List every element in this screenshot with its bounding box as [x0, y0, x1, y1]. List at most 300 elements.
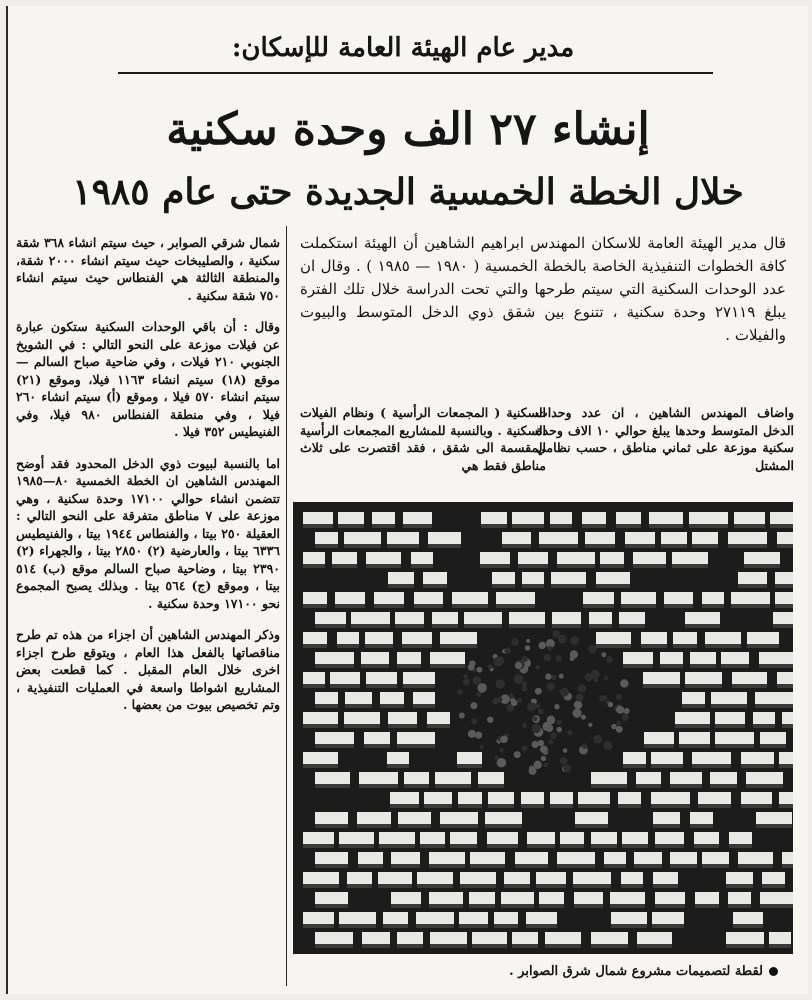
building-block [637, 932, 672, 944]
tree-mark [570, 636, 579, 645]
building-block [611, 912, 647, 924]
building-block [397, 652, 421, 664]
building-block [315, 732, 354, 744]
building-block [573, 872, 611, 884]
building-block [315, 612, 346, 624]
body-column-middle: السكنية ( المجمعات الرأسية ) ونظام الفيلات السكنية . وبالنسبة للمشاريع المجمعات الرأسية المقسمة الى شقق ، فقد اقتصرت على ثلاث مناطق فقط هي [300, 405, 546, 473]
tree-mark [581, 715, 586, 720]
tree-mark [625, 708, 629, 712]
building-block [653, 812, 680, 824]
tree-mark [521, 746, 527, 752]
building-block [596, 632, 631, 644]
tree-mark [535, 688, 542, 695]
tree-mark [538, 740, 544, 746]
building-block [518, 552, 548, 564]
tree-mark [563, 764, 571, 772]
building-block [552, 612, 581, 624]
tree-mark [517, 698, 522, 703]
building-block [536, 872, 566, 884]
column-divider [286, 226, 287, 986]
building-block [734, 512, 765, 524]
tree-mark [515, 662, 522, 669]
building-block [391, 852, 420, 864]
building-block [702, 852, 729, 864]
building-block [610, 892, 645, 904]
building-block [470, 852, 505, 864]
building-block [388, 572, 414, 584]
tree-mark [475, 732, 482, 739]
building-block [478, 772, 504, 784]
building-block [414, 592, 443, 604]
building-block [733, 912, 763, 924]
building-block [560, 832, 584, 844]
building-block [303, 832, 334, 844]
building-block [623, 652, 653, 664]
tree-mark [463, 679, 470, 686]
building-block [469, 892, 495, 904]
building-block [775, 592, 793, 604]
building-block [728, 532, 767, 544]
building-block [315, 772, 350, 784]
building-block [695, 892, 719, 904]
building-block [672, 552, 708, 564]
tree-mark [495, 679, 504, 688]
tree-mark [511, 638, 519, 646]
kicker: مدير عام الهيئة العامة للإسكان: [231, 33, 575, 63]
tree-mark [532, 741, 539, 748]
tree-mark [550, 732, 557, 739]
building-block [481, 512, 507, 524]
subheadline: خلال الخطة الخمسية الجديدة حتى عام ١٩٨٥ [72, 171, 744, 213]
tree-mark [500, 736, 507, 743]
building-block [512, 932, 538, 944]
tree-mark [539, 642, 546, 649]
building-block [395, 612, 424, 624]
building-block [738, 852, 773, 864]
building-block [747, 632, 779, 644]
building-block [398, 812, 431, 824]
building-block [339, 832, 374, 844]
building-block [705, 632, 741, 644]
building-block [655, 832, 684, 844]
tree-mark [514, 751, 521, 758]
building-block [732, 672, 767, 684]
building-block [411, 552, 433, 564]
building-block [424, 792, 452, 804]
building-block [472, 932, 507, 944]
building-block [622, 832, 648, 844]
building-block [578, 792, 610, 804]
tree-mark [493, 657, 503, 667]
tree-mark [556, 727, 562, 733]
tree-mark [487, 716, 493, 722]
building-block [429, 892, 463, 904]
building-block [685, 612, 720, 624]
building-block [641, 632, 667, 644]
building-block [492, 572, 515, 584]
tree-mark [540, 745, 548, 753]
tree-mark [601, 652, 606, 657]
building-block [452, 592, 488, 604]
tree-mark [529, 767, 537, 775]
tree-mark [574, 701, 583, 710]
intro-paragraph: قال مدير الهيئة العامة للاسكان المهندس ابراهيم الشاهين أن الهيئة استكملت كافة الخطوات التنفيذية الخاصة بالخطة الخمسية ( ١٩٨٠ — ١٩٨٥ ) . وقال ان عدد الوحدات السكنية التي سيتم طرحها والتي تحت الدراسة خلال تلك الفترة يبلغ ٢٧١١٩ وحدة سكنية ، تتنوع بين شقق ذوي الدخل المتوسط والبيوت والفيلات . [300, 234, 787, 344]
tree-mark [533, 717, 537, 721]
tree-mark [521, 685, 527, 691]
building-block [643, 672, 680, 684]
building-block [574, 892, 603, 904]
building-block [625, 532, 655, 544]
building-block [351, 612, 390, 624]
body-column-right: واضاف المهندس الشاهين ، ان عدد وحدات الدخل المتوسط وحدها يبلغ حوالي ١٠ الاف وحدة سكنية موزعة على ثماني مناطق ، حسب نظامي المشتل [536, 405, 795, 473]
tree-mark [459, 712, 465, 718]
building-block [315, 932, 353, 944]
tree-mark [622, 714, 629, 721]
building-block [416, 912, 454, 924]
building-block [303, 632, 327, 644]
building-block [527, 832, 555, 844]
building-block [347, 872, 372, 884]
building-block [357, 812, 391, 824]
building-block [741, 792, 772, 804]
building-block [698, 792, 731, 804]
building-block [501, 892, 534, 904]
building-block [651, 752, 683, 764]
building-block [515, 852, 548, 864]
building-block [332, 552, 357, 564]
building-block [303, 592, 327, 604]
building-block [690, 652, 716, 664]
side-paragraph-1: شمال شرقي الصوابر ، حيث سيتم انشاء ٣٦٨ شقة سكنية ، والصليبخات حيث سيتم انشاء ٢٠٠٠ شقة، والمنطقة الثالثة هي الفنطاس حيث سيتم انشاء ٧٥٠ شقة سكنية . [16, 235, 280, 303]
building-block [591, 932, 628, 944]
building-block [460, 872, 496, 884]
building-block [383, 912, 408, 924]
building-block [779, 792, 793, 804]
building-block [391, 892, 421, 904]
tree-mark [560, 757, 568, 765]
tree-mark [497, 758, 507, 768]
building-block [589, 612, 612, 624]
building-block [420, 832, 445, 844]
building-block [692, 752, 731, 764]
building-block [457, 752, 482, 764]
building-block [366, 672, 397, 684]
newspaper-page [6, 6, 808, 994]
building-block [729, 832, 752, 844]
tree-mark [544, 654, 551, 661]
building-block [494, 912, 518, 924]
building-block [339, 912, 376, 924]
tree-mark [563, 748, 568, 753]
building-block [689, 512, 728, 524]
building-block [633, 552, 666, 564]
building-block [402, 632, 432, 644]
building-block [344, 712, 380, 724]
building-block [428, 532, 461, 544]
building-block [388, 712, 417, 724]
building-block [315, 652, 354, 664]
side-paragraph-4: وذكر المهندس الشاهين أن اجزاء من هذه تم طرح مناقصاتها بالفعل هذا العام ، ويتوقع طرح اجزاء اخرى خلال العام المقبل . كما قطعت بعض المشاريع اشواطا واسعة في العمليات التنفيذية ، وتم تخصيص بيوت من بعضها . [16, 627, 280, 712]
building-block [387, 752, 409, 764]
tree-mark [511, 699, 518, 706]
building-block [753, 712, 775, 724]
building-block [315, 812, 348, 824]
tree-mark [558, 635, 567, 644]
building-block [315, 852, 348, 864]
building-block [651, 792, 690, 804]
building-block [623, 752, 646, 764]
tree-mark [611, 724, 616, 729]
tree-mark [588, 645, 597, 654]
tree-mark [457, 689, 463, 695]
tree-mark [588, 723, 592, 727]
caption-text: لقطة لتصميمات مشروع شمال شرق الصوابر . [509, 964, 763, 979]
tree-mark [585, 673, 593, 681]
building-block [782, 852, 793, 864]
tree-mark [471, 718, 477, 724]
tree-mark [525, 645, 530, 650]
tree-mark [526, 639, 530, 643]
building-block [756, 812, 792, 824]
tree-mark [593, 735, 602, 744]
tree-mark [532, 703, 536, 707]
tree-mark [616, 694, 622, 700]
tree-mark [488, 664, 493, 669]
tree-mark [576, 694, 584, 702]
building-block [464, 612, 502, 624]
building-block [621, 592, 656, 604]
side-paragraph-2: وقال : أن باقي الوحدات السكنية ستكون عبارة عن فيلات موزعة على النحو التالي : في الشويخ الجنوبي ٢١٠ فيلات ، وفي ضاحية صباح السالم — موقع (١٨) سيتم انشاء ١١٦٣ فيلا، وموقع (٢١) سيتم انشاء ٥٧٠ فيلا ، وموقع (أ) سيتم انشاء ٢٦٠ فيلا ، وفي منطقة الفنطاس ٩٨٠ فيلا، وفي الفنيطيس ٣٥٢ فيلا . [16, 319, 280, 439]
aerial-model-image [293, 502, 793, 954]
tree-mark [468, 664, 475, 671]
building-block [440, 812, 478, 824]
building-block [575, 812, 608, 824]
building-block [675, 712, 710, 724]
bullet-icon [769, 967, 778, 976]
building-block [550, 792, 573, 804]
building-block [585, 532, 615, 544]
building-block [512, 512, 544, 524]
building-block [509, 612, 545, 624]
building-block [359, 772, 398, 784]
tree-mark [514, 674, 524, 684]
building-block [427, 712, 450, 724]
tree-mark [473, 676, 482, 685]
building-block [366, 552, 401, 564]
building-block [335, 592, 365, 604]
building-block [315, 892, 348, 904]
building-block [430, 652, 465, 664]
building-block [362, 932, 390, 944]
tree-mark [542, 722, 552, 732]
tree-mark [509, 694, 514, 699]
tree-mark [567, 730, 572, 735]
building-block [502, 532, 531, 544]
building-block [731, 592, 770, 604]
tree-mark [535, 665, 540, 670]
building-block [521, 792, 544, 804]
building-block [480, 552, 510, 564]
building-block [338, 512, 364, 524]
building-block [458, 792, 482, 804]
tree-mark [463, 674, 468, 679]
tree-mark [559, 674, 564, 679]
building-block [403, 672, 435, 684]
tree-mark [594, 678, 599, 683]
tree-mark [544, 762, 549, 767]
tree-mark [541, 756, 546, 761]
building-block [746, 772, 783, 784]
building-block [413, 692, 435, 704]
building-block [634, 852, 662, 864]
building-block [621, 872, 643, 884]
tree-mark [570, 650, 578, 658]
tree-mark [554, 631, 560, 637]
building-block [596, 572, 630, 584]
building-block [670, 772, 702, 784]
tree-mark [555, 655, 562, 662]
building-block [582, 512, 606, 524]
building-block [616, 512, 641, 524]
tree-mark [556, 720, 561, 725]
building-block [779, 752, 793, 764]
building-block [755, 692, 793, 704]
building-block [380, 692, 404, 704]
side-column [16, 234, 280, 994]
building-block [403, 512, 432, 524]
tree-mark [616, 726, 623, 733]
building-block [782, 712, 793, 724]
building-block [459, 912, 488, 924]
building-block [435, 772, 471, 784]
building-block [487, 832, 518, 844]
building-block [330, 672, 360, 684]
building-block [655, 892, 685, 904]
building-block [379, 832, 415, 844]
building-block [337, 632, 359, 644]
building-block [649, 512, 683, 524]
building-block [653, 872, 678, 884]
building-block [670, 852, 697, 864]
tree-mark [552, 675, 557, 680]
building-block [488, 792, 514, 804]
tree-mark [578, 684, 587, 693]
building-block [557, 852, 595, 864]
building-block [694, 832, 719, 844]
building-block [397, 932, 423, 944]
tree-mark [477, 683, 487, 693]
building-block [769, 932, 791, 944]
tree-mark [532, 724, 541, 733]
building-block [358, 852, 383, 864]
building-block [557, 552, 595, 564]
building-block [773, 612, 793, 624]
building-block [728, 892, 751, 904]
building-block [432, 612, 458, 624]
building-block [760, 892, 793, 904]
headline: إنشاء ٢٧ الف وحدة سكنية [166, 104, 650, 155]
building-block [744, 552, 780, 564]
building-block [303, 872, 339, 884]
building-block [690, 812, 713, 824]
building-block [303, 712, 338, 724]
tree-mark [620, 679, 628, 687]
building-block [504, 872, 530, 884]
tree-mark [538, 709, 544, 715]
building-block [741, 752, 774, 764]
tree-mark [604, 676, 608, 680]
building-block [378, 872, 412, 884]
building-block [390, 792, 419, 804]
building-block [315, 692, 338, 704]
building-block [770, 512, 793, 524]
building-block [777, 672, 793, 684]
building-block [726, 932, 764, 944]
building-block [715, 732, 754, 744]
tree-mark [535, 703, 540, 708]
tree-mark [603, 741, 612, 750]
building-block [429, 852, 465, 864]
building-block [644, 732, 674, 744]
building-block [417, 872, 453, 884]
building-block [682, 692, 705, 704]
tree-mark [616, 706, 624, 714]
building-block [539, 532, 578, 544]
building-block [303, 912, 334, 924]
building-block [545, 932, 581, 944]
building-block [710, 772, 737, 784]
building-block [303, 752, 338, 764]
building-block [692, 532, 718, 544]
tree-mark [554, 704, 559, 709]
building-block [738, 572, 767, 584]
tree-mark [608, 702, 613, 707]
building-block [762, 872, 785, 884]
building-block [660, 652, 683, 664]
building-block [450, 832, 477, 844]
building-block [526, 912, 557, 924]
building-block [715, 712, 745, 724]
building-block [496, 592, 535, 604]
building-block [397, 732, 435, 744]
building-block [619, 612, 645, 624]
building-block [315, 532, 338, 544]
tree-mark [603, 696, 607, 700]
building-block [591, 832, 617, 844]
project-model-photo [293, 502, 793, 954]
tree-mark [499, 748, 503, 752]
building-block [387, 532, 419, 544]
building-block [661, 532, 687, 544]
building-block [522, 572, 544, 584]
side-paragraph-3: اما بالنسبة لبيوت ذوي الدخل المحدود فقد أوضح المهندس الشاهين ان الخطة الخمسية ٨٠—١٩٨٥ تتضمن انشاء حوالي ١٧١٠٠ وحدة سكنية ، وهي موزعة على ٧ مناطق متفرقة على النحو التالي : العقيلة ٢٥٠ بيتا ، والفنطاس ١٩٤٤ بيتا ، والفنيطيس ٦٣٣٦ بيتا ، والعارضية (٢) ٢٨٥٠ بيتا ، والجهراء (٢) ٢٣٩٠ بيتا ، وضاحية صباح السالم موقع (ب) ٥١٤ بيتا ، وموقع (ج) ٥٦٤ بيتا . وبذلك يصبح المجموع نحو ١٧١٠٠ وحدة سكنية . [16, 455, 280, 611]
tree-mark [494, 755, 498, 759]
tree-mark [560, 688, 569, 697]
tree-mark [468, 730, 476, 738]
building-block [760, 732, 786, 744]
building-block [372, 512, 395, 524]
building-block [583, 592, 614, 604]
building-block [430, 932, 467, 944]
building-block [759, 652, 793, 664]
tree-mark [522, 723, 527, 728]
tree-mark [547, 682, 555, 690]
building-block [550, 512, 572, 524]
building-block [374, 592, 404, 604]
building-block [673, 632, 697, 644]
tree-mark [582, 743, 588, 749]
building-block [664, 592, 693, 604]
